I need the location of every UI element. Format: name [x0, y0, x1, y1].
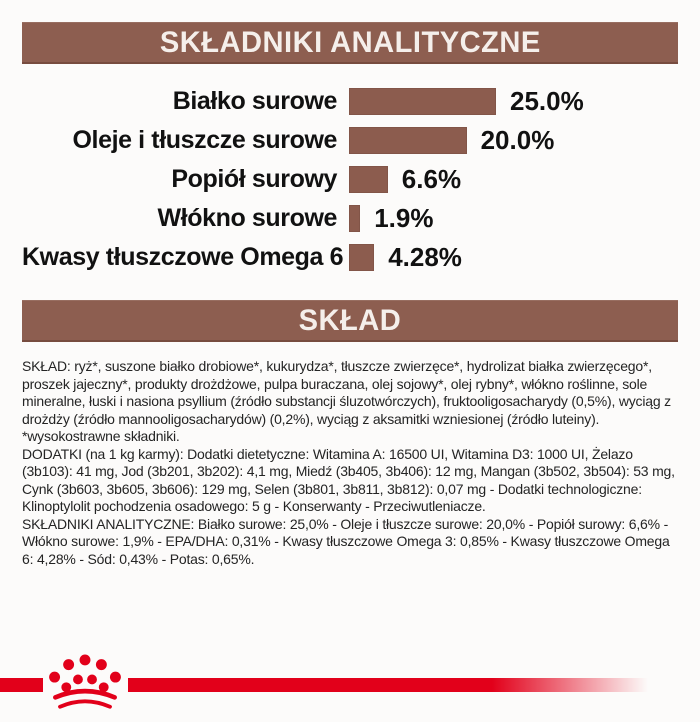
chart-value-label: 25.0%: [510, 86, 584, 116]
chart-row: [22, 88, 678, 115]
chart-bar: [349, 205, 360, 232]
chart-row: [22, 166, 678, 193]
chart-row: [22, 127, 678, 154]
brand-stripe-left: [0, 678, 43, 692]
chart-value-label: 1.9%: [374, 203, 434, 233]
brand-stripe-right: [128, 678, 648, 692]
chart-category-label: Włókno surowe: [157, 204, 337, 232]
composition-paragraph: SKŁAD: ryż*, suszone białko drobiowe*, kukurydza*, tłuszcze zwierzęce*, hydrolizat białka zwierzęcego*, proszek jajeczny*, produkty drożdżowe, pulpa buraczana, olej sojowy*, olej rybny*, włókno roślinne, sole mineralne, łuski i nasiona psyllium (źródło substancji śluzotwórczych), fruktooligosacharydy (0,5%), wyciąg z drożdży (źródło mannooligosacharydów) (0,2%), wyciąg z aksamitki wzniesionej (źródło luteiny).: [22, 358, 671, 427]
additives-paragraph: DODATKI (na 1 kg karmy): Dodatki dietetyczne: Witamina A: 16500 UI, Witamina D3: 1000 UI, Żelazo (3b103): 41 mg, Jod (3b201, 3b202): 4,1 mg, Miedź (3b405, 3b406): 12 mg, Mangan (3b502, 3b504): 53 mg, Cynk (3b603, 3b605, 3b606): 129 mg, Selen (3b801, 3b811, 3b812): 0,07 mg - Dodatki technologiczne: Klinoptylolit pochodzenia osadowego: 5 g - Konserwanty - Przeciwutleniacze.: [22, 445, 675, 514]
composition-text-block: [22, 358, 678, 568]
chart-category-label: Oleje i tłuszcze surowe: [72, 126, 337, 154]
analytical-constituents-paragraph: SKŁADNIKI ANALITYCZNE: Białko surowe: 25,0% - Oleje i tłuszcze surowe: 20,0% - Popiół surowy: 6,6% - Włókno surowe: 1,9% - EPA/DHA: 0,31% - Kwasy tłuszczowe Omega 3: 0,85% - Kwasy tłuszczowe Omega 6: 4,28% - Sód: 0,43% - Potas: 0,65%.: [22, 515, 670, 567]
chart-category-label: Kwasy tłuszczowe Omega 6: [22, 243, 344, 271]
analytics-header-title: SKŁADNIKI ANALITYCZNE: [159, 26, 541, 59]
chart-bar: [349, 88, 496, 115]
chart-value-label: 6.6%: [401, 164, 462, 194]
royal-canin-crown-icon: [46, 651, 124, 711]
crown-dots: [49, 654, 121, 692]
bar-chart: [22, 88, 678, 271]
pet-food-label: [0, 22, 700, 722]
chart-category-label: Popiół surowy: [171, 165, 337, 193]
chart-category-label: Białko surowe: [172, 87, 337, 115]
composition-header-band: [22, 300, 678, 342]
composition-header-title: SKŁAD: [298, 304, 402, 337]
chart-value-label: 20.0%: [480, 125, 555, 155]
chart-row: [22, 244, 678, 271]
chart-bar: [349, 127, 467, 154]
chart-row: [22, 205, 678, 232]
analytics-header-band: [22, 22, 678, 64]
chart-value-label: 4.28%: [388, 242, 462, 272]
crown-arcs: [55, 691, 114, 707]
chart-bar: [349, 166, 388, 193]
chart-bar: [349, 244, 374, 271]
composition-footnote: *wysokostrawne składniki.: [22, 428, 180, 444]
